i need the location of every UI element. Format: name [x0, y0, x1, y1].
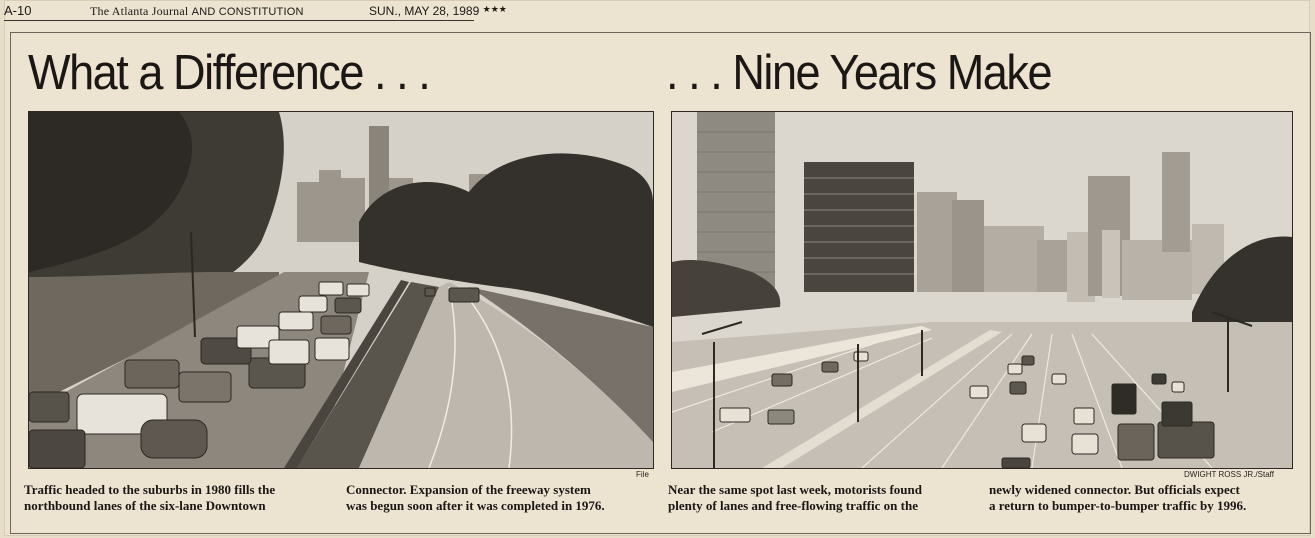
newspaper-clipping: [4, 0, 1310, 536]
page-number: A-10: [4, 3, 32, 18]
newspaper-title: The Atlanta Journal: [90, 4, 189, 18]
caption-line: was begun soon after it was completed in 1976.: [346, 498, 605, 513]
caption-column-2: [346, 482, 652, 514]
caption-column-4: [989, 482, 1295, 514]
caption-line: a return to bumper-to-bumper traffic by 1996.: [989, 498, 1247, 513]
caption-line: northbound lanes of the six-lane Downtown: [24, 498, 266, 513]
photo-1989-traffic: [671, 111, 1293, 469]
photo-1980-traffic: [28, 111, 654, 469]
caption-column-1: [24, 482, 330, 514]
caption-line: plenty of lanes and free-flowing traffic on the: [668, 498, 918, 513]
caption-line: Near the same spot last week, motorists found: [668, 482, 922, 497]
headline-left: What a Difference . . .: [28, 46, 430, 100]
caption-line: Connector. Expansion of the freeway system: [346, 482, 591, 497]
caption-line: newly widened connector. But officials expect: [989, 482, 1240, 497]
issue-date-text: SUN., MAY 28, 1989: [369, 4, 480, 18]
headline-right: . . . Nine Years Make: [666, 46, 1052, 100]
newspaper-title-suffix: AND CONSTITUTION: [191, 6, 304, 18]
newspaper-name: [90, 4, 304, 19]
caption-column-3: [668, 482, 974, 514]
edition-stars: ★★★: [482, 4, 507, 14]
photo-credit-right: DWIGHT ROSS JR./Staff: [1184, 470, 1274, 479]
photo-credit-left: File: [636, 470, 649, 479]
issue-date: [369, 4, 507, 18]
masthead-rule: [4, 20, 474, 21]
caption-line: Traffic headed to the suburbs in 1980 fills the: [24, 482, 276, 497]
